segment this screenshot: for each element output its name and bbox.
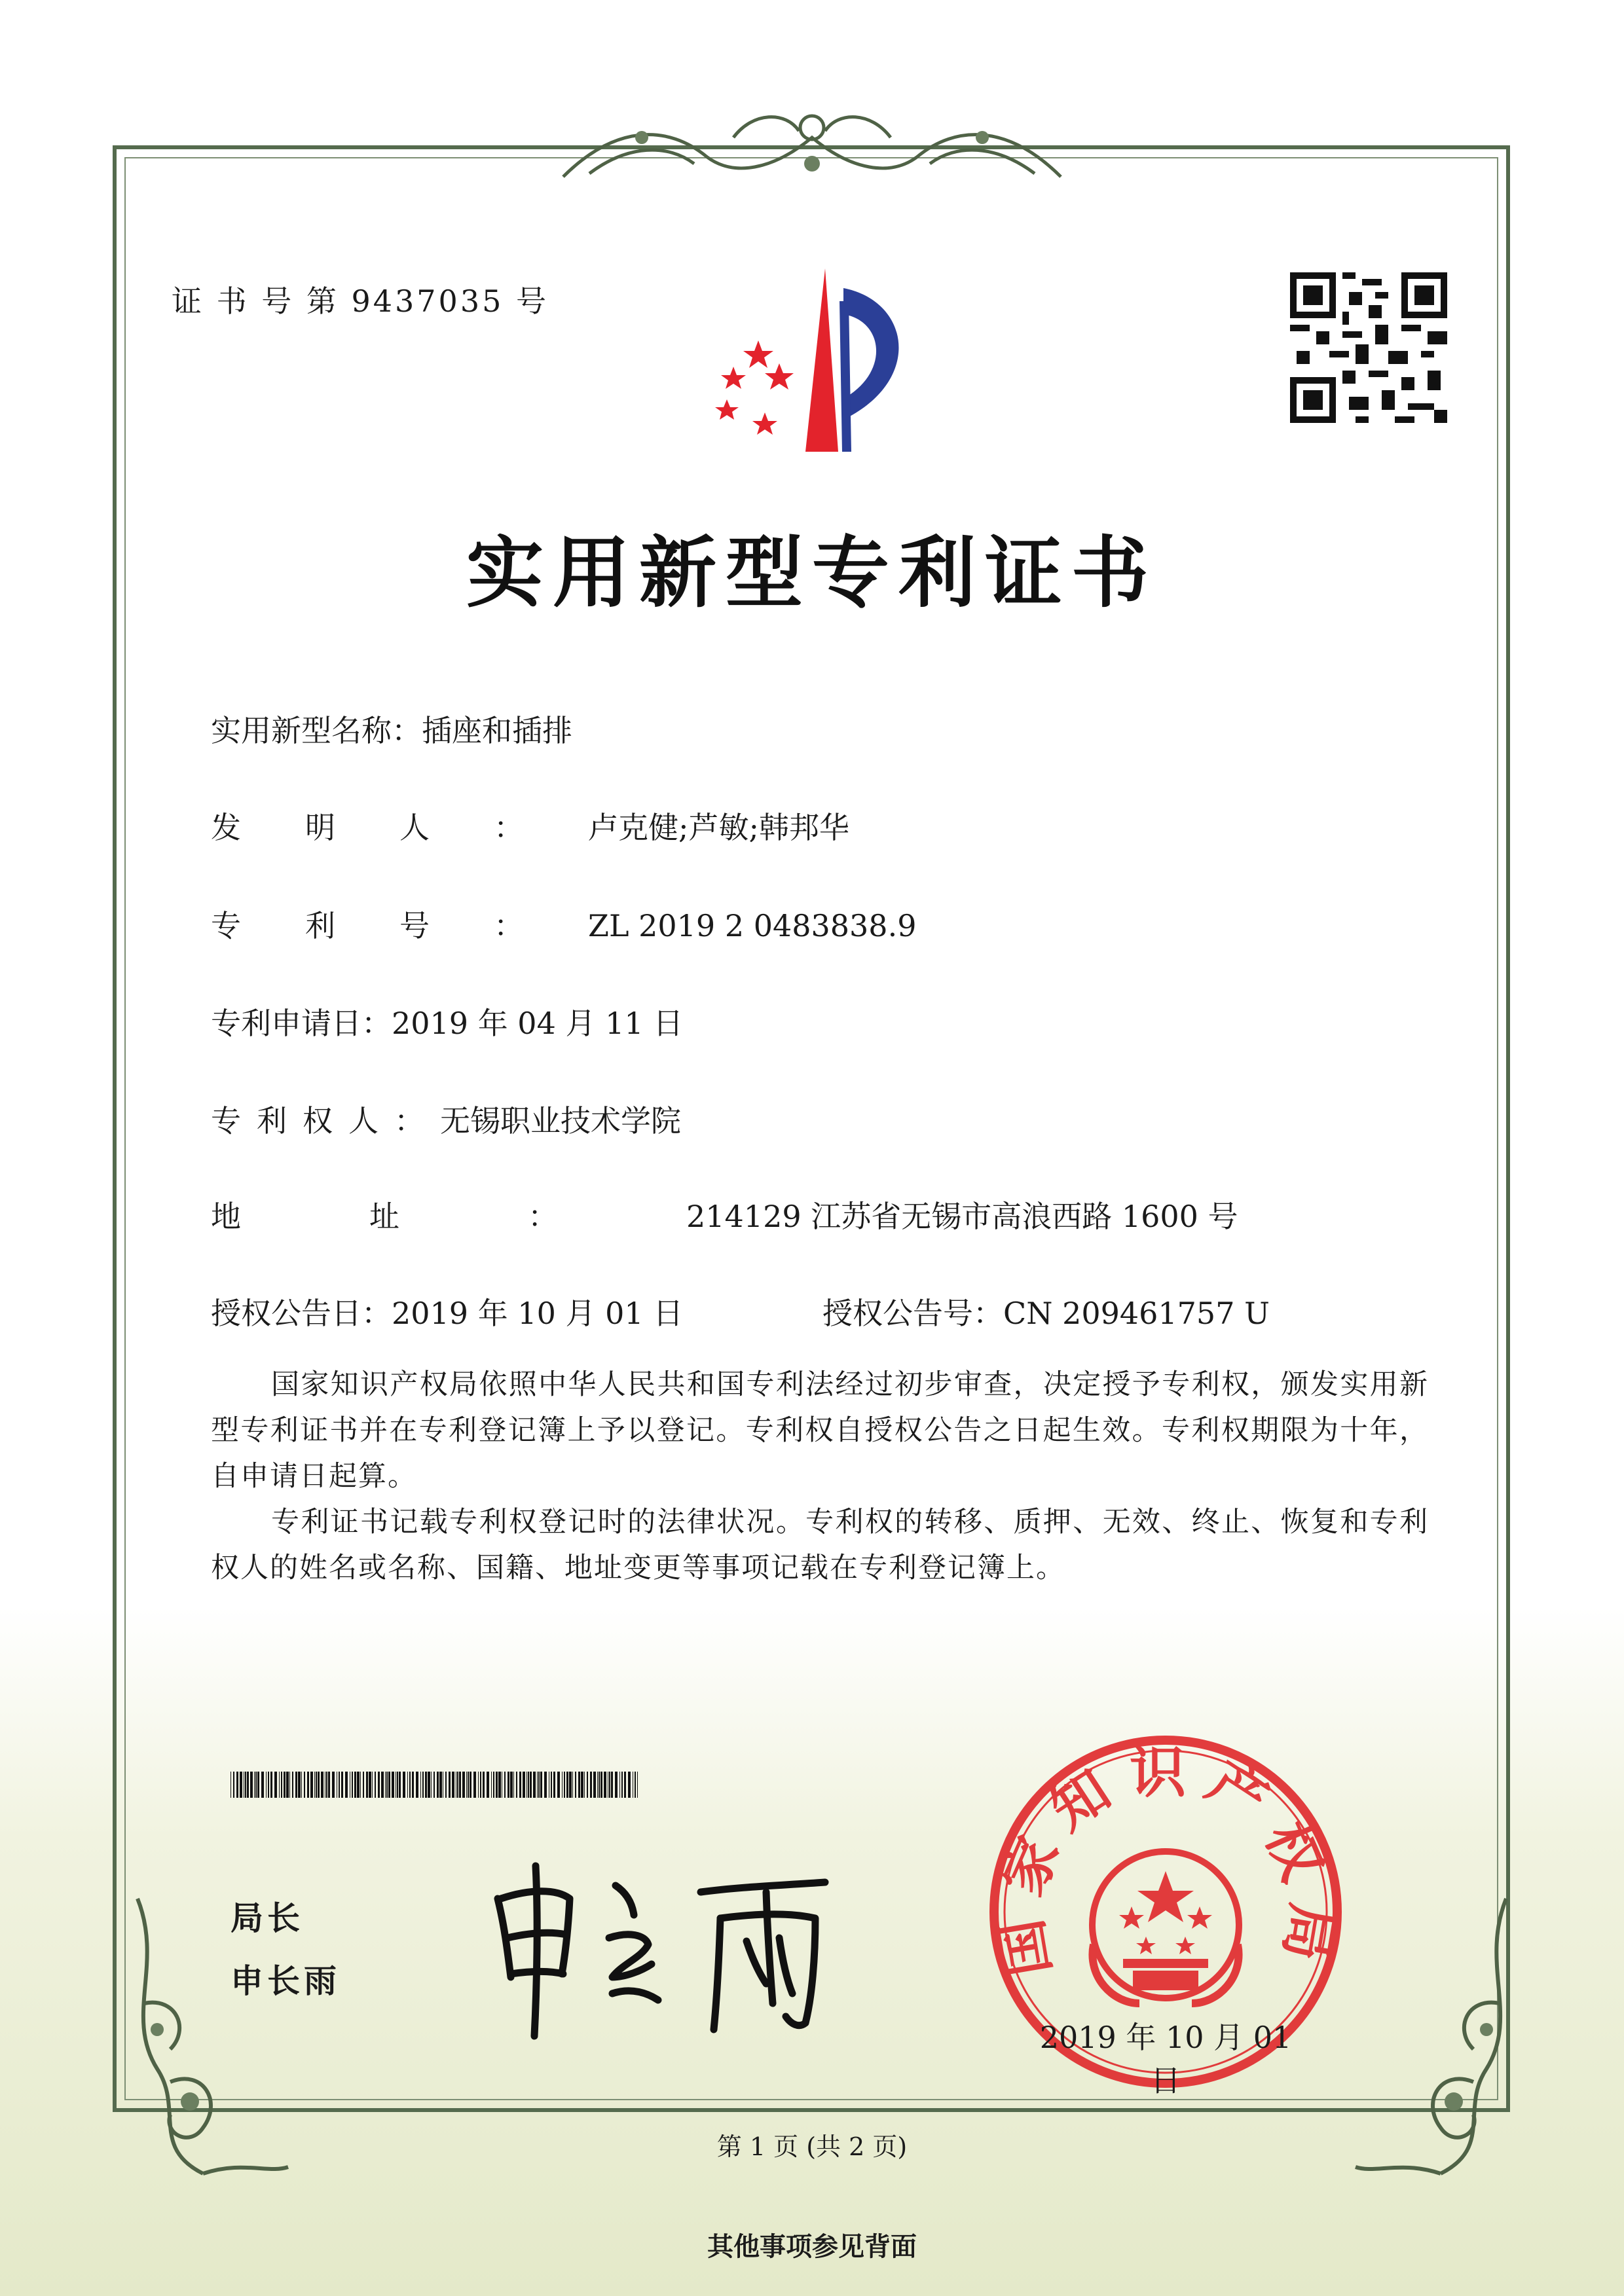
publication-number-row — [822, 1290, 1270, 1333]
publication-number-value: CN 209461757 U — [1003, 1296, 1270, 1331]
body-paragraph-1: 国家知识产权局依照中华人民共和国专利法经过初步审查，决定授予专利权，颁发实用新型专利证书并在专利登记簿上予以登记。专利权自授权公告之日起生效。专利权期限为十年，自申请日起算。 — [211, 1368, 1429, 1493]
inventor-label: 发明人： — [211, 810, 588, 845]
utility-model-name-row — [211, 707, 572, 750]
patent-holder-label: 专利权人： — [211, 1103, 440, 1139]
patent-holder-value: 无锡职业技术学院 — [440, 1103, 681, 1139]
utility-model-name-value: 插座和插排 — [422, 713, 572, 748]
director-title: 局长 — [231, 1899, 304, 1937]
application-date-row — [211, 1000, 683, 1043]
address-value: 214129 江苏省无锡市高浪西路 1600 号 — [686, 1199, 1238, 1234]
top-ornament — [537, 98, 1087, 190]
address-row — [211, 1193, 1238, 1236]
barcode — [231, 1772, 638, 1798]
application-date-label: 专利申请日： — [211, 1006, 392, 1041]
address-label: 地址： — [211, 1199, 686, 1234]
patent-office-logo — [688, 262, 936, 458]
director-name: 申长雨 — [231, 1962, 341, 2000]
patent-number-value: ZL 2019 2 0483838.9 — [588, 908, 917, 943]
svg-text:国家知识产权局 — [986, 1740, 1346, 1981]
publication-date-value: 2019 年 10 月 01 日 — [392, 1296, 684, 1331]
publication-number-label: 授权公告号： — [822, 1296, 1003, 1331]
certificate-number: 证 书 号 第 9437035 号 — [172, 283, 549, 319]
utility-model-name-label: 实用新型名称： — [211, 713, 422, 748]
inventor-row — [211, 804, 849, 847]
back-note: 其他事项参见背面 — [707, 2231, 917, 2262]
page-number: 第 1 页 (共 2 页) — [716, 2132, 908, 2161]
application-date-value: 2019 年 04 月 11 日 — [392, 1006, 684, 1041]
patent-holder-row — [211, 1097, 681, 1140]
qr-code — [1290, 272, 1447, 423]
certificate-title: 实用新型专利证书 — [466, 527, 1158, 618]
publication-date-row — [211, 1290, 683, 1333]
seal-date: 2019 年 10 月 01 日 — [1039, 2020, 1292, 2098]
publication-date-label: 授权公告日： — [211, 1296, 392, 1331]
inventor-value: 卢克健;芦敏;韩邦华 — [588, 810, 849, 845]
patent-number-label: 专利号： — [211, 908, 588, 943]
body-paragraph-2: 专利证书记载专利权登记时的法律状况。专利权的转移、质押、无效、终止、恢复和专利权人的姓名或名称、国籍、地址变更等事项记载在专利登记簿上。 — [211, 1506, 1429, 1584]
patent-number-row — [211, 902, 916, 945]
director-signature — [485, 1853, 851, 2043]
seal-text: 国家知识产权局 — [986, 1740, 1346, 1981]
